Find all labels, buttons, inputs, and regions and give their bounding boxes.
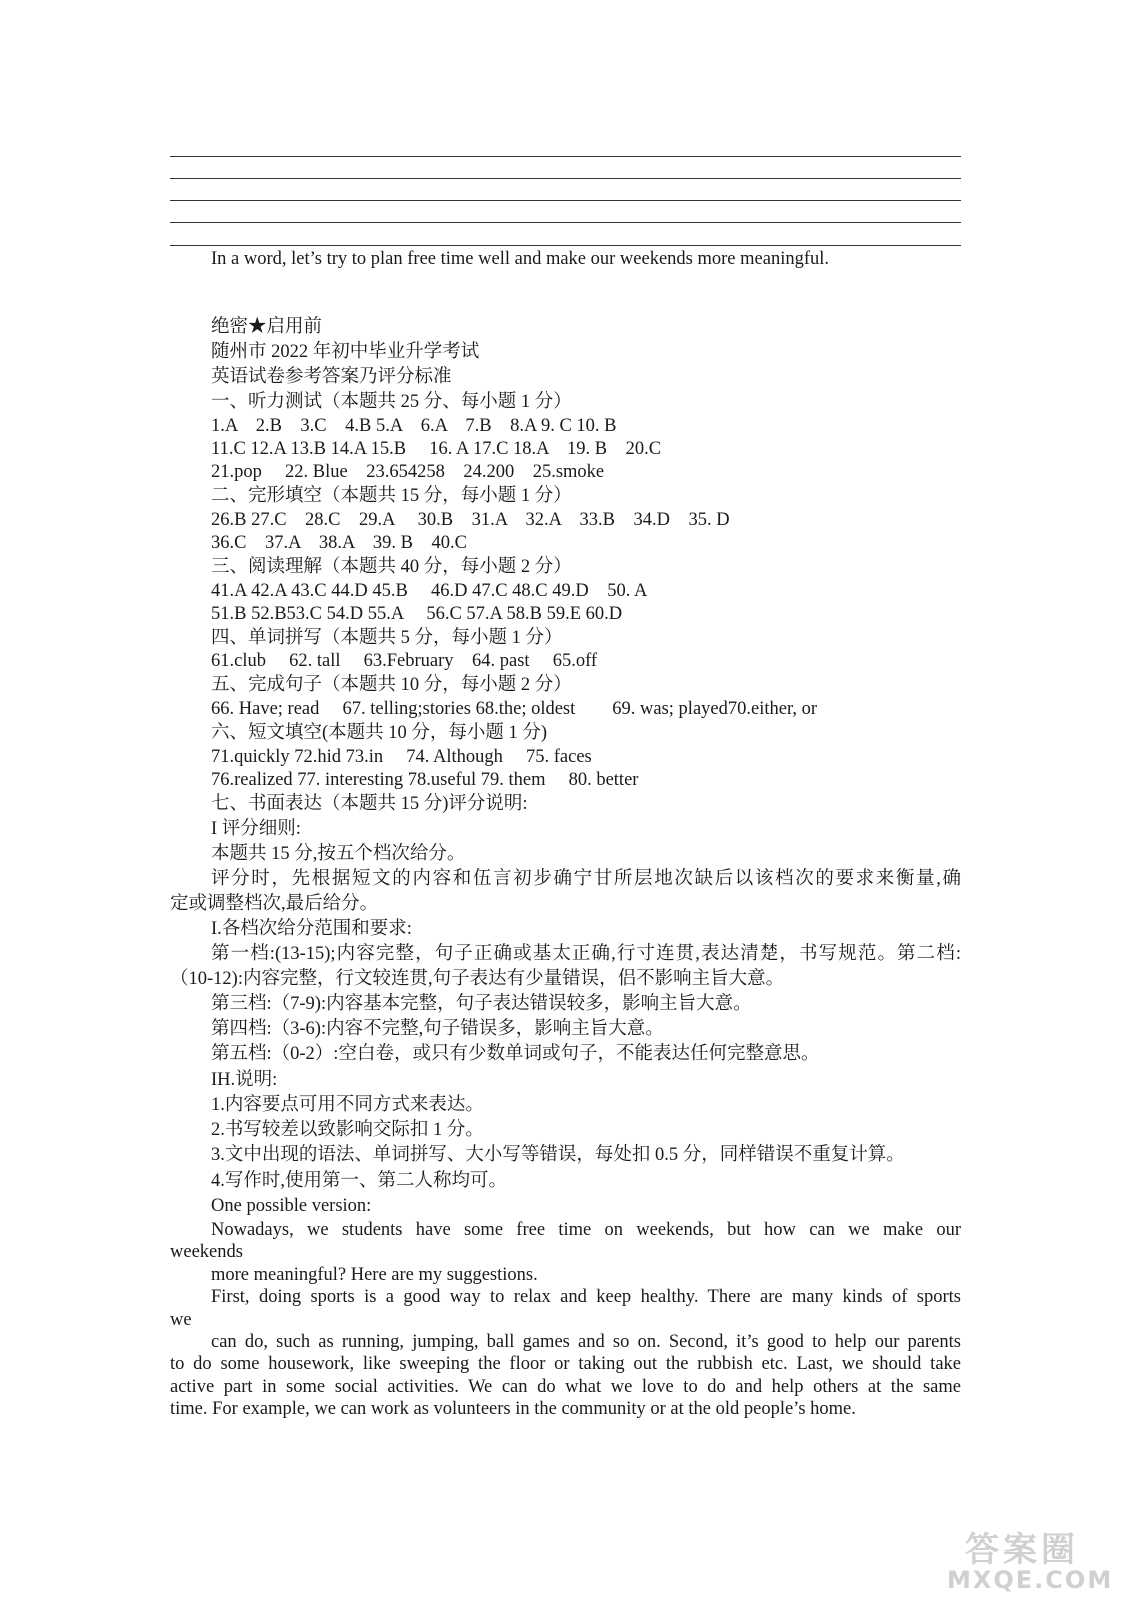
listening-answers-3: 21.pop 22. Blue 23.654258 24.200 25.smoke (211, 462, 605, 482)
writing-line-4 (170, 222, 961, 223)
rules-title: I 评分细则: (211, 819, 301, 839)
sample-p2-line-2: we (170, 1310, 192, 1330)
sample-p1-line-2: weekends (170, 1242, 243, 1262)
secret-label: 绝密★启用前 (211, 317, 323, 337)
cloze-heading: 二、完形填空（本题共 15 分，每小题 1 分） (211, 486, 572, 506)
sentences-heading: 五、完成句子（本题共 10 分，每小题 2 分） (211, 675, 572, 695)
cloze-answers-2: 36.C 37.A 38.A 39. B 40.C (211, 533, 467, 553)
watermark-en: MXQE.COM (947, 1566, 1114, 1594)
listening-answers-2: 11.C 12.A 13.B 14.A 15.B 16. A 17.C 18.A 19. B 20.C (211, 439, 662, 459)
writing-line-1 (170, 156, 961, 157)
writing-line-3 (170, 200, 961, 201)
passage-fill-heading: 六、短文填空(本题共 10 分，每小题 1 分) (211, 723, 548, 743)
note-1: 1.内容要点可用不同方式来表达。 (211, 1095, 484, 1115)
rule-total: 本题共 15 分,按五个档次给分。 (211, 844, 466, 864)
listening-answers-1: 1.A 2.B 3.C 4.B 5.A 6.A 7.B 8.A 9. C 10. B (211, 416, 617, 436)
sentences-answers: 66. Have; read 67. telling;stories 68.the; oldest 69. was; played70.either, or (211, 699, 818, 719)
sample-p1-line-3: more meaningful? Here are my suggestions. (211, 1265, 538, 1285)
writing-line-2 (170, 178, 961, 179)
note-2: 2.书写较差以致影响交际扣 1 分。 (211, 1120, 484, 1140)
rule-method: 评分时，先根据短文的内容和伍言初步确宁甘所层地次缺后以该档次的要求来衡量,确 (211, 869, 961, 889)
spelling-heading: 四、单词拼写（本题共 5 分，每小题 1 分） (211, 628, 563, 648)
cloze-answers-1: 26.B 27.C 28.C 29.A 30.B 31.A 32.A 33.B 34.D 35. D (211, 510, 730, 530)
writing-line-5 (170, 245, 961, 246)
sample-label: One possible version: (211, 1196, 372, 1216)
reading-heading: 三、阅读理解（本题共 40 分，每小题 2 分） (211, 557, 572, 577)
level-5: 第五档:（0-2）:空白卷，或只有少数单词或句子，不能表达任何完整意思。 (211, 1044, 820, 1064)
sample-p2-line-3: can do, such as running, jumping, ball games and so on. Second, it’s good to help our parents (211, 1332, 961, 1352)
sample-p2-line-4: to do some housework, like sweeping the floor or taking out the rubbish etc. Last, we should take (170, 1354, 961, 1374)
writing-heading: 七、书面表达（本题共 15 分)评分说明: (211, 794, 528, 814)
reading-answers-1: 41.A 42.A 43.C 44.D 45.B 46.D 47.C 48.C 49.D 50. A (211, 581, 648, 601)
level-4: 第四档:（3-6):内容不完整,句子错误多，影响主旨大意。 (211, 1019, 664, 1039)
passage-fill-answers-1: 71.quickly 72.hid 73.in 74. Although 75. faces (211, 747, 592, 767)
watermark-logo (947, 1522, 1117, 1594)
watermark-cn: 答案圈 (965, 1530, 1079, 1570)
level-2: （10-12):内容完整，行文较连贯,句子表达有少量错误，侣不影响主旨大意。 (170, 969, 785, 989)
reading-answers-2: 51.B 52.B53.C 54.D 55.A 56.C 57.A 58.B 59.E 60.D (211, 604, 623, 624)
note-4: 4.写作时,使用第一、第二人称均可。 (211, 1171, 508, 1191)
sample-p2-line-6: time. For example, we can work as volunteers in the community or at the old people’s home. (170, 1399, 856, 1419)
listening-heading: 一、听力测试（本题共 25 分、每小题 1 分） (211, 392, 572, 412)
passage-fill-answers-2: 76.realized 77. interesting 78.useful 79. them 80. better (211, 770, 639, 790)
level-1: 第一档:(13-15);内容完整，句子正确或基太正确,行寸连贯,表达清楚，书写规范。第二档: (211, 944, 961, 964)
level-3: 第三档:（7-9):内容基本完整，句子表达错误较多，影响主旨大意。 (211, 994, 752, 1014)
essay-closing-sentence: In a word, let’s try to plan free time well and make our weekends more meaningful. (211, 249, 830, 269)
sample-p2-line-5: active part in some social activities. We can do what we love to do and help others at the same (170, 1377, 961, 1397)
answer-key-title: 英语试卷参考答案乃评分标准 (211, 367, 452, 387)
spelling-answers: 61.club 62. tall 63.February 64. past 65.off (211, 651, 598, 671)
sample-p2-line-1: First, doing sports is a good way to relax and keep healthy. There are many kinds of sports (211, 1287, 961, 1307)
levels-title: I.各档次给分范围和要求: (211, 919, 412, 939)
exam-title: 随州市 2022 年初中毕业升学考试 (211, 342, 480, 362)
rule-method-cont: 定或调整档次,最后给分。 (170, 894, 379, 914)
notes-title: IH.说明: (211, 1070, 278, 1090)
note-3: 3.文中出现的语法、单词拼写、大小写等错误，每处扣 0.5 分，同样错误不重复计算。 (211, 1145, 905, 1165)
sample-p1-line-1: Nowadays, we students have some free time on weekends, but how can we make our (211, 1220, 961, 1240)
